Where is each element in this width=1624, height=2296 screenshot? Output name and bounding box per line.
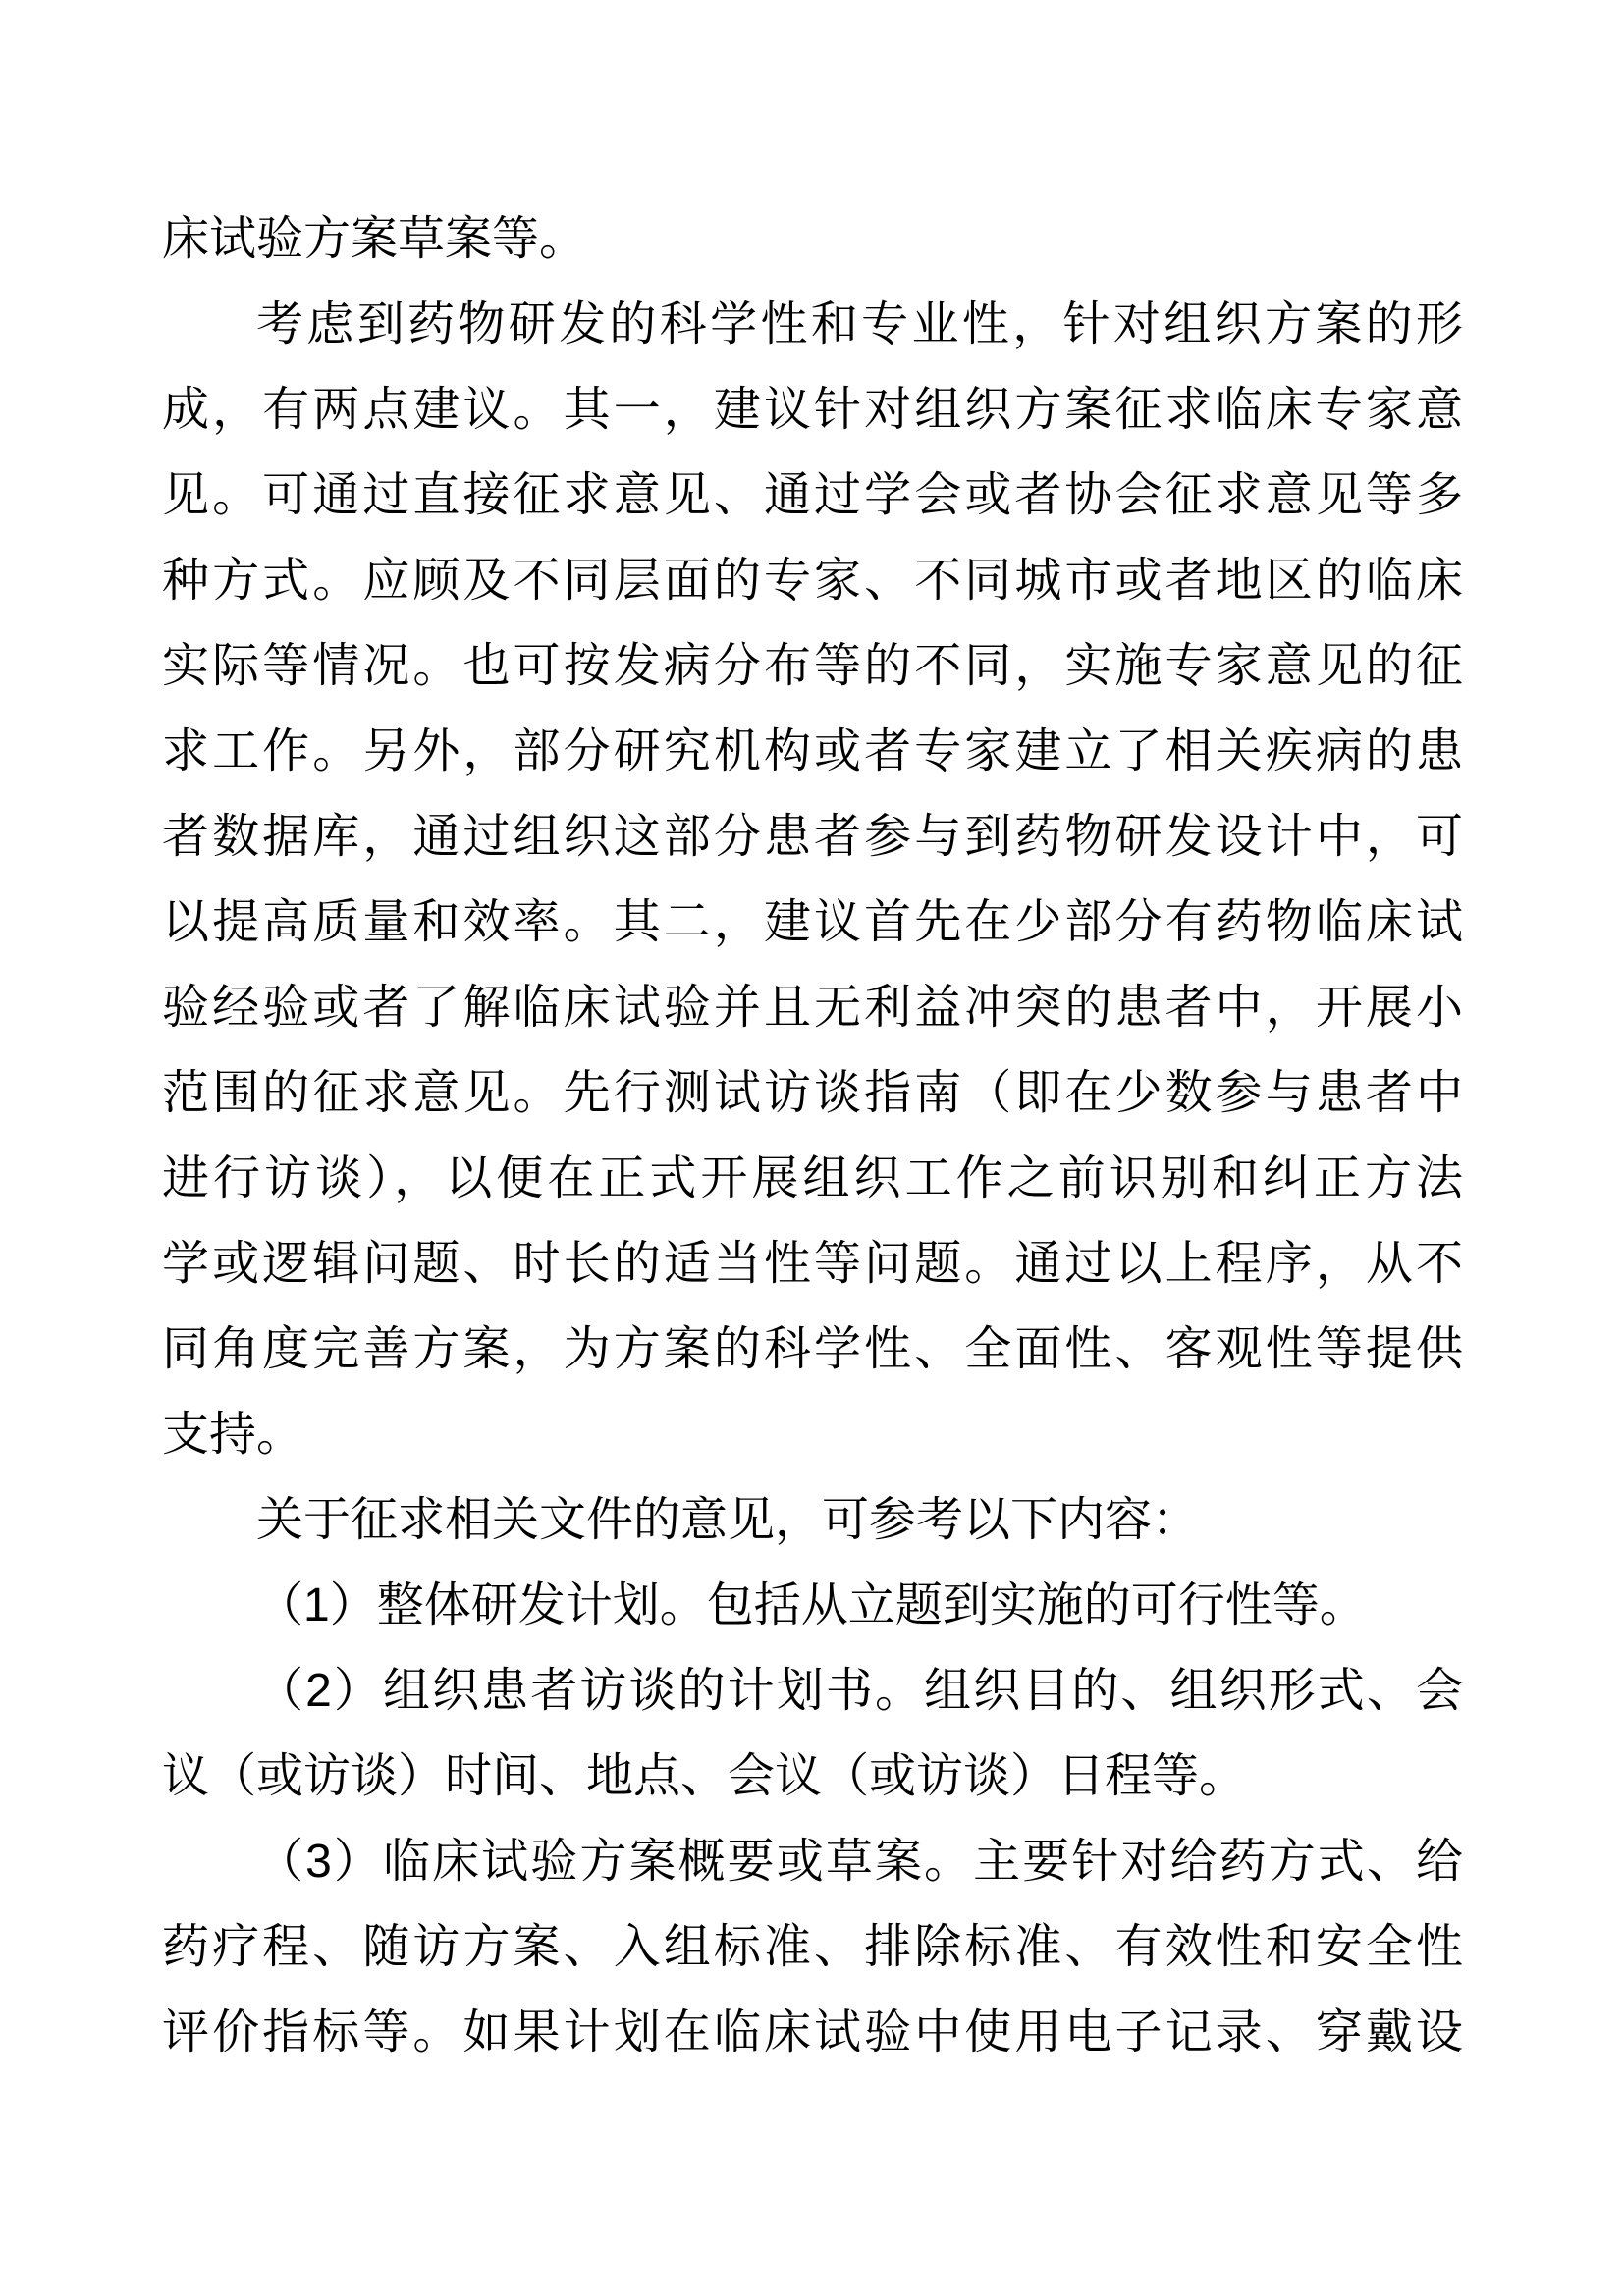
- text-line: 验经验或者了解临床试验并且无利益冲突的患者中，开展小: [162, 982, 1463, 1034]
- text-line: 进行访谈），以便在正式开展组织工作之前识别和纠正方法: [162, 1152, 1463, 1204]
- text-line: 议（或访谈）时间、地点、会议（或访谈）日程等。: [162, 1750, 1247, 1802]
- text-line: 同角度完善方案，为方案的科学性、全面性、客观性等提供: [162, 1323, 1463, 1375]
- text-line: 以提高质量和效率。其二，建议首先在少部分有药物临床试: [162, 896, 1463, 948]
- text-line: （2）组织患者访谈的计划书。组织目的、组织形式、会: [256, 1665, 1463, 1717]
- text-line: （1）整体研发计划。包括从立题到实施的可行性等。: [256, 1579, 1367, 1631]
- text-line: （3）临床试验方案概要或草案。主要针对给药方式、给: [256, 1836, 1463, 1888]
- text-line: 学或逻辑问题、时长的适当性等问题。通过以上程序，从不: [162, 1238, 1463, 1290]
- text-line: 者数据库，通过组织这部分患者参与到药物研发设计中，可: [162, 811, 1463, 863]
- text-line: 求工作。另外，部分研究机构或者专家建立了相关疾病的患: [162, 725, 1463, 777]
- text-line: 成，有两点建议。其一，建议针对组织方案征求临床专家意: [162, 384, 1463, 436]
- text-line: 支持。: [162, 1409, 304, 1461]
- text-line: 考虑到药物研发的科学性和专业性，针对组织方案的形: [256, 298, 1463, 350]
- text-block: [162, 196, 1463, 2075]
- text-line: 种方式。应顾及不同层面的专家、不同城市或者地区的临床: [162, 555, 1463, 607]
- text-line: 关于征求相关文件的意见，可参考以下内容：: [256, 1494, 1200, 1546]
- text-line: 实际等情况。也可按发病分布等的不同，实施专家意见的征: [162, 640, 1463, 692]
- text-line: 床试验方案草案等。: [162, 213, 587, 265]
- text-line: 药疗程、随访方案、入组标准、排除标准、有效性和安全性: [162, 1921, 1463, 1973]
- text-line: 范围的征求意见。先行测试访谈指南（即在少数参与患者中: [162, 1067, 1463, 1119]
- text-line: 评价指标等。如果计划在临床试验中使用电子记录、穿戴设: [162, 2006, 1463, 2058]
- text-line: 见。可通过直接征求意见、通过学会或者协会征求意见等多: [162, 469, 1463, 521]
